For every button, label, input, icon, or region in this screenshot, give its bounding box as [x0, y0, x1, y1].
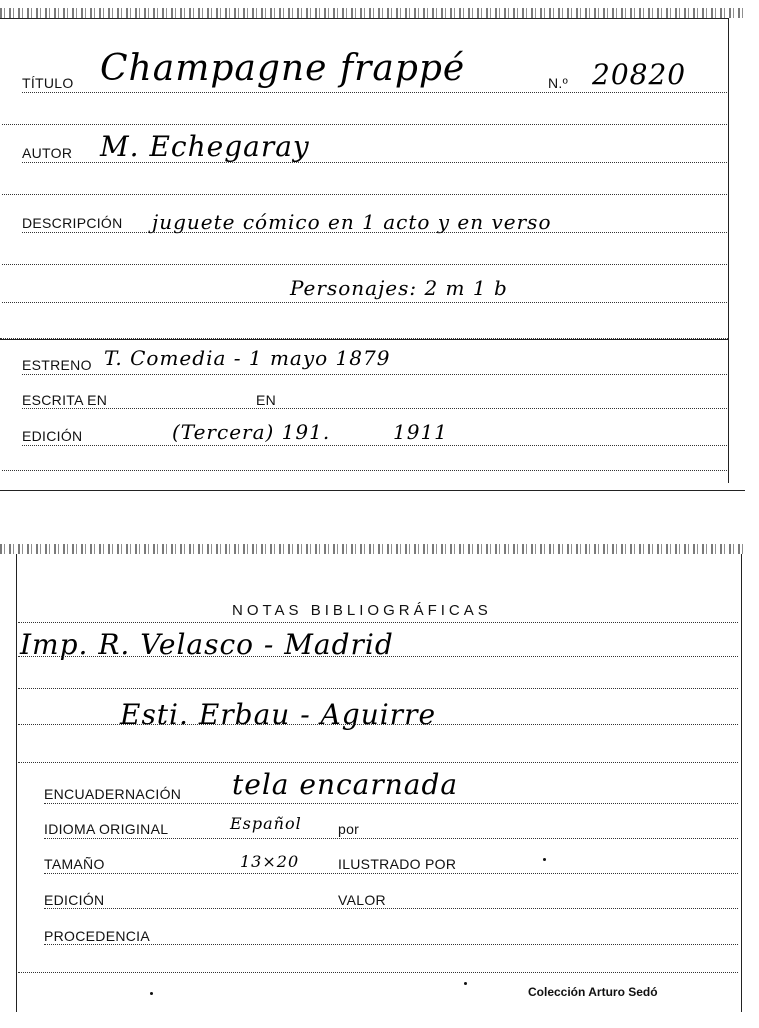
- encuadernacion-label: ENCUADERNACIÓN: [44, 786, 182, 802]
- valor-label: VALOR: [338, 892, 386, 908]
- ilustrado-label: ILUSTRADO POR: [338, 856, 457, 872]
- edicion2-label: EDICIÓN: [44, 892, 105, 908]
- edicion-label: EDICIÓN: [22, 428, 83, 444]
- autor-label: AUTOR: [22, 145, 73, 161]
- card-separator: [0, 490, 745, 491]
- escrita-label: ESCRITA EN: [22, 392, 108, 408]
- ink-dot: [543, 858, 546, 861]
- edicion2-line: [44, 908, 738, 909]
- procedencia-line: [44, 944, 738, 945]
- descripcion-line: [22, 232, 727, 233]
- ruled-line: [2, 264, 727, 265]
- header-line: [18, 622, 738, 623]
- descripcion-label: DESCRIPCIÓN: [22, 215, 123, 231]
- titulo-value: Champagne frappé: [100, 48, 466, 89]
- idioma-value: Español: [230, 814, 302, 833]
- ruled-line: [18, 688, 738, 689]
- idioma-line: [44, 838, 738, 839]
- tamano-label: TAMAÑO: [44, 856, 105, 872]
- titulo-label: TÍTULO: [22, 75, 74, 91]
- edicion-value: (Tercera) 191.: [172, 420, 331, 444]
- idioma-label: IDIOMA ORIGINAL: [44, 821, 169, 837]
- notas-header: NOTAS BIBLIOGRÁFICAS: [232, 602, 492, 619]
- ruled-line: [2, 470, 727, 471]
- ruled-line: [2, 124, 727, 125]
- encuadernacion-line: [44, 803, 738, 804]
- titulo-line: [22, 92, 727, 93]
- en-label: EN: [256, 392, 277, 408]
- coleccion-footer: Colección Arturo Sedó: [528, 985, 658, 999]
- escrita-line: [22, 408, 727, 409]
- card1-top-edge: [0, 8, 745, 18]
- ruled-line: [18, 724, 738, 725]
- estreno-line: [22, 374, 727, 375]
- edicion-year: 1911: [393, 420, 448, 444]
- numero-label: N.º: [548, 75, 569, 91]
- ink-dot: [464, 982, 467, 985]
- ink-dot: [150, 992, 153, 995]
- card2-top-edge: [0, 544, 745, 554]
- autor-value: M. Echegaray: [100, 130, 310, 163]
- encuadernacion-value: tela encarnada: [232, 768, 459, 801]
- estreno-value: T. Comedia - 1 mayo 1879: [104, 346, 391, 370]
- edicion-line: [22, 445, 727, 446]
- estreno-label: ESTRENO: [22, 357, 92, 373]
- notes-line-1: Imp. R. Velasco - Madrid: [20, 628, 394, 661]
- procedencia-label: PROCEDENCIA: [44, 928, 150, 944]
- tamano-line: [44, 873, 738, 874]
- numero-value: 20820: [592, 58, 687, 91]
- por-label: por: [338, 821, 360, 837]
- ruled-line: [18, 972, 738, 973]
- ruled-line: [18, 656, 738, 657]
- descripcion-value: juguete cómico en 1 acto y en verso: [152, 210, 552, 234]
- personajes-value: Personajes: 2 m 1 b: [290, 276, 508, 300]
- ruled-line: [2, 194, 727, 195]
- ruled-line: [2, 302, 727, 303]
- ruled-line: [18, 762, 738, 763]
- tamano-value: 13×20: [240, 852, 300, 871]
- autor-line: [22, 162, 727, 163]
- notes-line-2: Esti. Erbau - Aguirre: [120, 698, 437, 731]
